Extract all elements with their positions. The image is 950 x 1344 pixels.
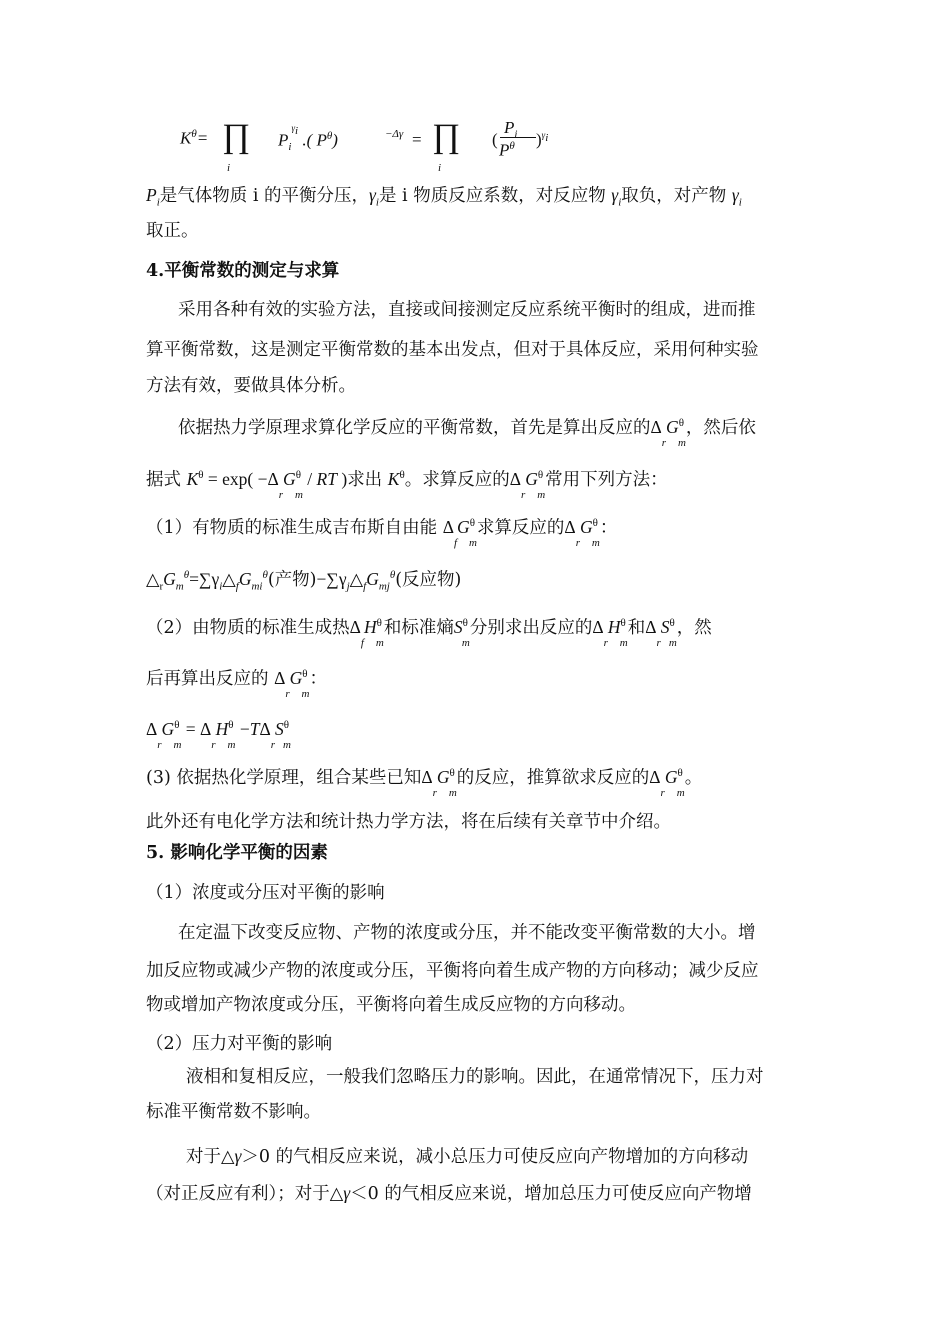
paragraph-line: 后再算出反应的 $\Delta_rG^\theta_m$： xyxy=(146,667,327,700)
method-2: （2）由物质的标准生成热$\Delta_fH^\theta_m$和标准熵$S^\theta_m$分别求出反应的$\Delta_rH^\theta_m$和$\Delta_rS^\theta_m$，然 xyxy=(146,616,712,649)
equilibrium-constant-formula: $K^\theta=$ ∏ i $P_i^{\gamma_i}$ .( $P^\theta$) −Δγ = ∏ i ( $P_i$ $P^\theta$ )$^{\gamma_i}$ xyxy=(180,118,549,174)
paragraph-line: 算平衡常数，这是测定平衡常数的基本出发点，但对于具体反应，采用何种实验 xyxy=(146,340,759,360)
paragraph-line: 依据热力学原理求算化学反应的平衡常数，首先是算出反应的$\Delta_rG^\theta_m$，然后依 xyxy=(178,416,756,449)
paragraph-line: 据式 $K^\theta = \exp( -\Delta_rG^\theta_m$ / RT )求出 $K^\theta$。求算反应的$\Delta_rG^\theta_m$常用下列方法： xyxy=(146,468,668,501)
paragraph-line: 此外还有电化学方法和统计热力学方法，将在后续有关章节中介绍。 xyxy=(146,812,671,832)
section-heading-5: 5. 影响化学平衡的因素 xyxy=(146,843,328,863)
paragraph-line: 标准平衡常数不影响。 xyxy=(146,1102,321,1122)
paragraph-line: 取正。 xyxy=(146,221,199,241)
section-heading-4: 4.平衡常数的测定与求算 xyxy=(146,261,340,281)
paragraph-line: 加反应物或减少产物的浓度或分压，平衡将向着生成产物的方向移动；减少反应 xyxy=(146,961,759,981)
paragraph-line: （对正反应有利）；对于△γ＜0 的气相反应来说，增加总压力可使反应向产物增 xyxy=(146,1183,752,1204)
paragraph-partial-pressure: $P_i$是气体物质 i 的平衡分压，$\gamma_i$是 i 物质反应系数，对反应物 $\gamma_i$取负，对产物 $\gamma_i$ xyxy=(146,185,742,209)
equation-gibbs-enthalpy: $\Delta_rG^\theta_m = \Delta_rH^\theta_m -T\Delta_rS^\theta_m$ xyxy=(146,718,291,751)
equation-gibbs: $\triangle_rG_m^\theta=\sum\gamma_i\triangle_fG_{mi}^\theta$(产物)$-\sum\gamma_j\triangle_fG_{mj}^\theta$(反应物) xyxy=(146,568,462,593)
method-3: (3) 依据热化学原理，组合某些已知$\Delta_rG^\theta_m$的反应，推算欲求反应的$\Delta_rG^\theta_m$。 xyxy=(146,766,703,799)
method-1: （1）有物质的标准生成吉布斯自由能 $\Delta_fG^\theta_m$求算反应的$\Delta_rG^\theta_m$： xyxy=(146,516,618,549)
paragraph-line: 物或增加产物浓度或分压，平衡将向着生成反应物的方向移动。 xyxy=(146,995,636,1015)
paragraph-line: 方法有效，要做具体分析。 xyxy=(146,376,356,396)
paragraph-line: 采用各种有效的实验方法，直接或间接测定反应系统平衡时的组成，进而推 xyxy=(178,300,756,320)
subsection-heading-2: （2）压力对平衡的影响 xyxy=(146,1034,333,1054)
paragraph-line: 在定温下改变反应物、产物的浓度或分压，并不能改变平衡常数的大小。增 xyxy=(178,923,756,943)
paragraph-line: 对于△γ＞0 的气相反应来说，减小总压力可使反应向产物增加的方向移动 xyxy=(186,1146,749,1167)
subsection-heading-1: （1）浓度或分压对平衡的影响 xyxy=(146,883,385,903)
paragraph-line: 液相和复相反应，一般我们忽略压力的影响。因此，在通常情况下，压力对 xyxy=(186,1067,764,1087)
